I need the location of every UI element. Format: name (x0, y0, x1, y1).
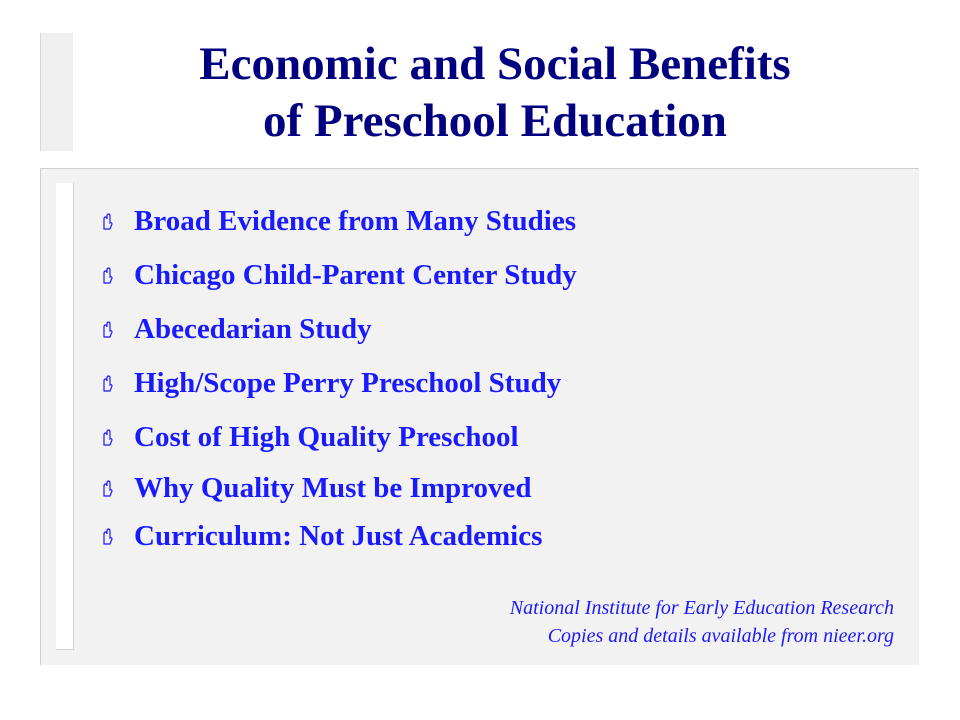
hand-pointer-icon (100, 321, 114, 338)
bullet-item (100, 248, 577, 302)
bullet-item (100, 512, 577, 560)
hand-pointer-icon (100, 375, 114, 392)
hand-pointer-icon (100, 213, 114, 230)
footer-line-2: Copies and details available from nieer.org (547, 625, 894, 647)
footer-line-1: National Institute for Early Education Research (509, 597, 894, 619)
bullet-label: Broad Evidence from Many Studies (134, 204, 577, 237)
title-line-1: Economic and Social Benefits (199, 38, 791, 90)
bullet-label: Cost of High Quality Preschool (134, 420, 519, 453)
bullet-item (100, 410, 577, 464)
bullet-item (100, 464, 577, 512)
hand-pointer-icon (100, 480, 114, 497)
bullet-list (100, 194, 577, 560)
bullet-label: Curriculum: Not Just Academics (134, 519, 543, 552)
title-accent-bar (40, 33, 73, 151)
bullet-item (100, 302, 577, 356)
hand-pointer-icon (100, 429, 114, 446)
bullet-label: Chicago Child-Parent Center Study (134, 258, 577, 291)
bullet-label: Why Quality Must be Improved (134, 471, 532, 504)
hand-pointer-icon (100, 267, 114, 284)
footer-credit (510, 594, 894, 650)
panel-rail (56, 183, 74, 650)
slide-title (80, 36, 910, 150)
bullet-label: Abecedarian Study (134, 312, 372, 345)
bullet-item (100, 194, 577, 248)
hand-pointer-icon (100, 528, 114, 545)
title-line-2: of Preschool Education (263, 95, 727, 147)
bullet-item (100, 356, 577, 410)
bullet-label: High/Scope Perry Preschool Study (134, 366, 562, 399)
